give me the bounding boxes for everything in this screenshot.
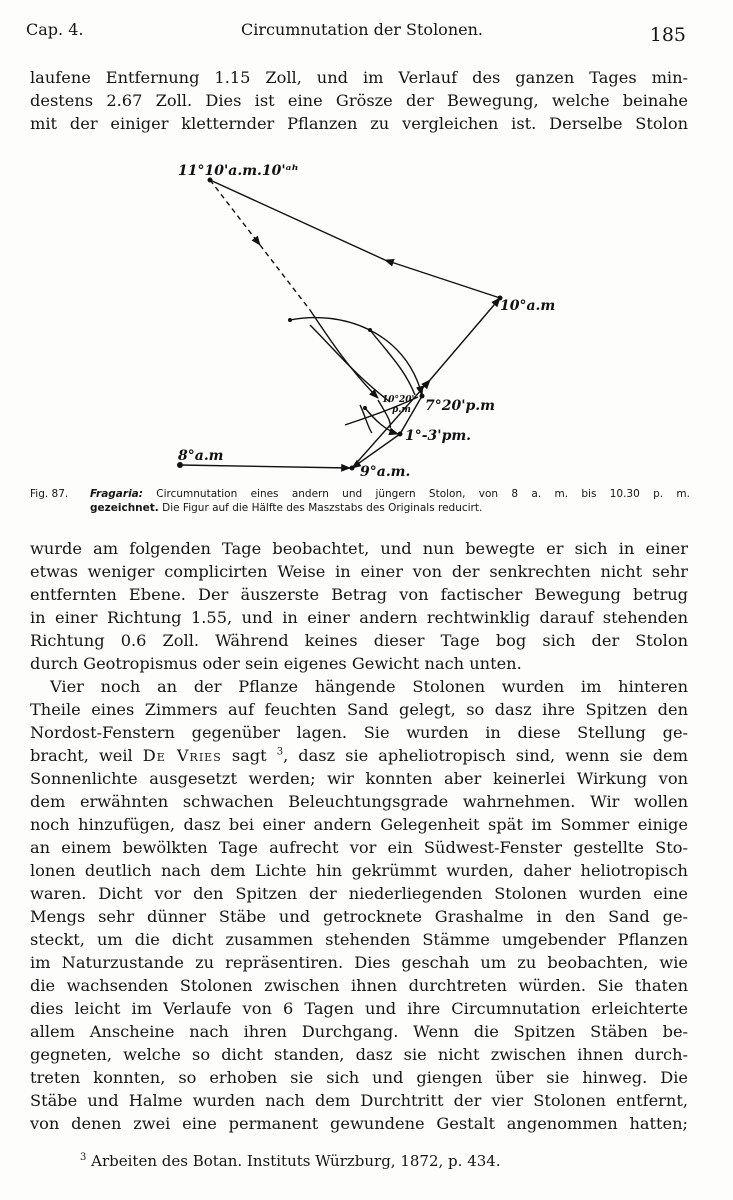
text-fragment: , dasz sie apheliotropisch sind, wenn sie dem — [283, 746, 688, 765]
label-10am: 10°a.m — [500, 298, 556, 314]
caption-text: Circumnutation eines andern und jüngern Stolon, von 8 a. m. bis 10.30 p. m. — [156, 488, 690, 500]
text-line: laufene Entfernung 1.15 Zoll, und im Verlauf des ganzen Tages min- — [30, 68, 688, 87]
text-line: waren. Dicht vor den Spitzen der niederliegenden Stolonen wurden eine — [30, 884, 688, 903]
text-line: noch hinzufügen, dasz bei einer andern Gelegenheit spät im Sommer einige — [30, 815, 688, 834]
label-pm: p.m — [392, 405, 411, 415]
text-line: destens 2.67 Zoll. Dies ist eine Grösze der Bewegung, welche beinahe — [30, 91, 688, 110]
trace-dots — [177, 178, 503, 471]
text-line: Nordost-Fenstern gegenüber lagen. Sie wurden in diese Stellung ge- — [30, 723, 688, 742]
text-line — [30, 744, 688, 767]
text-line: lonen deutlich nach dem Lichte hin gekrümmt wurden, daher heliotropisch — [30, 861, 688, 880]
text-line: dies leicht im Verlaufe von 6 Tagen und ihre Circumnutation erleichterte — [30, 999, 688, 1018]
label-7-20pm: 7°20'p.m — [425, 398, 495, 414]
label-9am: 9°a.m. — [360, 464, 411, 480]
text-line: Richtung 0.6 Zoll. Während keines dieser Tage bog sich der Stolon — [30, 631, 688, 650]
caption-line — [90, 487, 690, 501]
footnote-ref: 3 — [276, 746, 284, 758]
text-fragment: bracht, weil — [30, 746, 133, 765]
label-11-10am: 11°10'a.m.10'ᵃʰ — [178, 163, 299, 179]
text-line: entfernten Ebene. Der äuszerste Betrag von factischer Bewegung betrug — [30, 585, 688, 604]
footnote — [80, 1152, 501, 1170]
label-10-20: 10°20' — [382, 395, 415, 405]
text-line: allem Anscheine nach ihren Durchgang. Wenn die Spitzen Stäben be- — [30, 1022, 688, 1041]
text-line: Sonnenlichte ausgesetzt werden; wir konnten aber keinerlei Wirkung von — [30, 769, 688, 788]
text-line: Stäbe und Halme wurden nach dem Durchtritt der vier Stolonen entfernt, — [30, 1091, 688, 1110]
text-line: gegneten, welche so dicht standen, dasz sie nicht zwischen ihnen durch- — [30, 1045, 688, 1064]
text-line: mit der einiger kletternder Pflanzen zu vergleichen ist. Derselbe Stolon — [30, 114, 688, 133]
text-line: von denen zwei eine permanent gewundene Gestalt angenommen hatten; — [30, 1114, 688, 1133]
paragraph-main — [30, 537, 688, 1135]
text-line: Theile eines Zimmers auf feuchten Sand gelegt, so dasz ihre Spitzen den — [30, 700, 688, 719]
text-fragment: sagt — [231, 746, 267, 765]
text-line: etwas weniger complicirten Weise in einer von der senkrechten nicht sehr — [30, 562, 688, 581]
caption-genus: Fragaria: — [90, 488, 143, 500]
page-number: 185 — [649, 24, 686, 46]
figure-number: Fig. 87. — [30, 488, 69, 500]
text-line: in einer Richtung 1.55, und in einer andern rechtwinklig darauf stehenden — [30, 608, 688, 627]
text-line: Mengs sehr dünner Stäbe und getrocknete Grashalme in den Sand ge- — [30, 907, 688, 926]
text-line: durch Geotropismus oder sein eigenes Gewicht nach unten. — [30, 654, 522, 673]
circumnutation-trace — [160, 150, 580, 480]
text-line: dem erwähnten schwachen Beleuchtungsgrade wahrnehmen. Wir wollen — [30, 792, 688, 811]
text-line: Vier noch an der Pflanze hängende Stolonen wurden im hinteren — [50, 677, 688, 696]
caption-line — [90, 501, 482, 515]
text-line: im Naturzustande zu repräsentiren. Dies geschah um zu beobachten, wie — [30, 953, 688, 972]
caption-text: Die Figur auf die Hälfte des Maszstabs des Originals reducirt. — [162, 502, 483, 514]
caption-bold: gezeichnet. — [90, 502, 159, 514]
running-title: Circumnutation der Stolonen. — [241, 20, 483, 39]
chapter-label: Cap. 4. — [26, 20, 84, 39]
label-1-3pm: 1°-3'pm. — [405, 428, 472, 444]
text-line: wurde am folgenden Tage beobachtet, und nun bewegte er sich in einer — [30, 539, 688, 558]
text-line: steckt, um die dicht zusammen stehenden Stämme umgebender Pflanzen — [30, 930, 688, 949]
paragraph-top — [30, 66, 688, 135]
figure-circumnutation-diagram — [160, 150, 580, 480]
running-header — [26, 18, 690, 46]
text-line: treten konnten, so erhoben sie sich und giengen über sie hinweg. Die — [30, 1068, 688, 1087]
text-line: an einem bewölkten Tage aufrecht vor ein Südwest-Fenster gestellte Sto- — [30, 838, 688, 857]
footnote-text: Arbeiten des Botan. Instituts Würzburg, 1872, p. 434. — [91, 1152, 501, 1170]
label-8am: 8°a.m — [178, 448, 224, 464]
text-line: die wachsenden Stolonen zwischen ihnen durchtreten würden. Sie thaten — [30, 976, 688, 995]
footnote-mark: 3 — [80, 1152, 87, 1163]
author-name: De Vries — [142, 746, 222, 765]
trace-lines — [180, 180, 500, 468]
